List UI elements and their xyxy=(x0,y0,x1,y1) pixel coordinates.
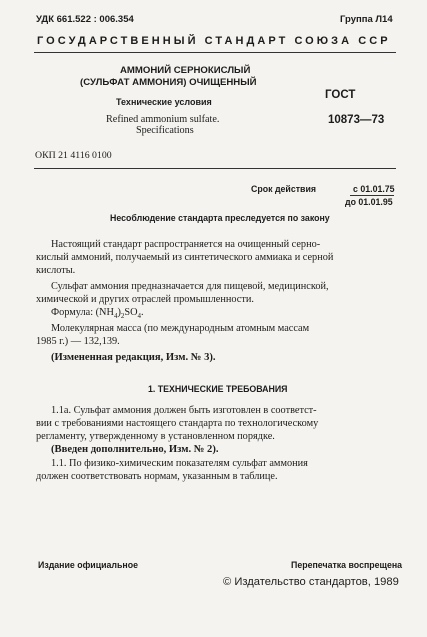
title-line-1: АММОНИЙ СЕРНОКИСЛЫЙ xyxy=(120,65,251,76)
validity-label: Срок действия xyxy=(251,184,316,194)
intro-p1-line-3: кислоты. xyxy=(36,265,76,276)
section-1-p1-line-1: 1.1а. Сульфат аммония должен быть изготовлен в соответст- xyxy=(51,405,317,416)
state-standard-banner: ГОСУДАРСТВЕННЫЙ СТАНДАРТ СОЮЗА ССР xyxy=(37,35,391,47)
validity-divider xyxy=(350,195,394,196)
title-line-2: (СУЛЬФАТ АММОНИЯ) ОЧИЩЕННЫЙ xyxy=(80,77,257,88)
chemical-formula: Формула: $(NH_4)_2SO_4$. xyxy=(51,307,144,321)
added-note: (Введен дополнительно, Изм. № 2). xyxy=(51,444,219,455)
edition-note: (Измененная редакция, Изм. № 3). xyxy=(51,352,216,363)
molar-mass-line-2: 1985 г.) — 132,139. xyxy=(36,336,120,347)
group-code: Группа Л14 xyxy=(340,14,393,25)
intro-p1-line-1: Настоящий стандарт распространяется на очищенный серно- xyxy=(51,239,321,250)
reprint-prohibited-label: Перепечатка воспрещена xyxy=(291,560,403,570)
okp-code: ОКП 21 4116 0100 xyxy=(35,150,112,161)
title-subtitle: Технические условия xyxy=(116,97,212,107)
legal-warning: Несоблюдение стандарта преследуется по закону xyxy=(110,213,330,223)
section-1-p2-line-2: должен соответствовать нормам, указанным в таблице. xyxy=(36,471,278,482)
title-english-line-1: Refined ammonium sulfate. xyxy=(106,114,220,125)
section-1-p1-line-3: регламенту, утвержденному в установленном порядке. xyxy=(36,431,275,442)
section-1-p2-line-1: 1.1. По физико-химическим показателям сульфат аммония xyxy=(51,458,308,469)
official-edition-label: Издание официальное xyxy=(38,560,138,570)
title-rule xyxy=(34,168,396,169)
banner-rule xyxy=(34,52,396,53)
validity-to: до 01.01.95 xyxy=(345,197,393,207)
title-english-line-2: Specifications xyxy=(136,125,194,136)
validity-from: с 01.01.75 xyxy=(353,184,395,194)
section-1-heading: 1. ТЕХНИЧЕСКИЕ ТРЕБОВАНИЯ xyxy=(148,384,288,394)
intro-p2-line-2: химической и других отраслей промышленности. xyxy=(36,294,254,305)
intro-p2-line-1: Сульфат аммония предназначается для пищевой, медицинской, xyxy=(51,281,329,292)
intro-p1-line-2: кислый аммоний, получаемый из синтетического аммиака и серной xyxy=(36,252,334,263)
gost-number: 10873—73 xyxy=(328,114,385,126)
udk-code: УДК 661.522 : 006.354 xyxy=(36,14,134,25)
molar-mass-line-1: Молекулярная масса (по международным атомным массам xyxy=(51,323,310,334)
gost-label: ГОСТ xyxy=(325,89,356,101)
section-1-p1-line-2: вии с требованиями настоящего стандарта по технологическому xyxy=(36,418,319,429)
publisher-copyright: © Издательство стандартов, 1989 xyxy=(223,576,399,588)
